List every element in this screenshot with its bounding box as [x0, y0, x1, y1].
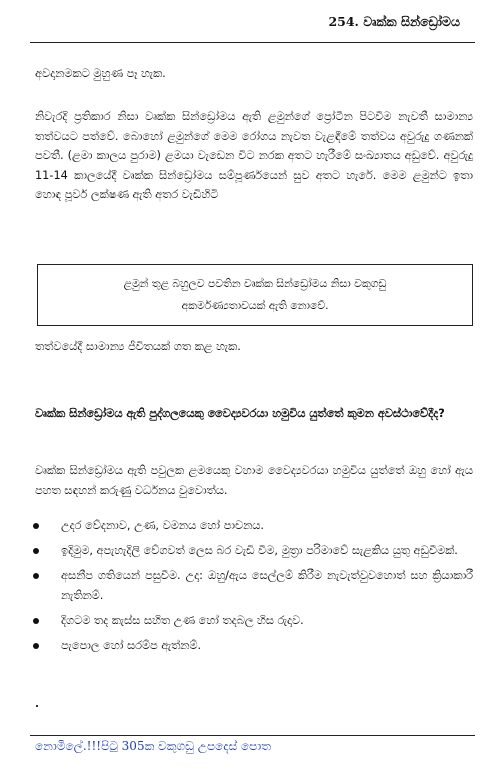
bullet-icon: [33, 523, 39, 529]
bullet-icon: [33, 573, 39, 579]
list-item: පැපොල හෝ සරම්ප ඇත්නම්.: [33, 636, 473, 656]
page-header-title: 254. වෘක්ක සින්ඩ්‍රෝමය: [328, 14, 460, 29]
list-item: අසනීප ගතියෙන් පසුවීම. උදා: ඔහු/ඇය සෙල්ලම් කිරීම නැවැත්වුවහොත් සහ ක්‍රියාකාරී නැතිනම්.: [33, 566, 473, 606]
footer-text: නොමිලේ.!!!පිටු 305ක වකුගඩු උපදෙස් පොත: [35, 739, 272, 753]
callout-box: [37, 264, 473, 326]
paragraph-continuation: අවදානමකට මුහුණ පෑ හැක.: [35, 67, 166, 80]
footer-divider: [30, 735, 475, 736]
paragraph-normal-life: තත්වයේදී සාමාන්‍ය ජීවිතයක් ගත කළ හැක.: [35, 340, 241, 353]
paragraph-when-to-see-doctor: වෘක්ක සින්ඩ්‍රෝමය ඇති පවුලක ළමයෙකු වහාම වෛද්‍යවරයා හමුවිය යුත්තේ ඔහු හෝ ඇය පහත සඳහන් කරුණු වර්ධනය වුවොත්ය.: [35, 464, 473, 497]
symptom-list: [33, 516, 473, 661]
list-item: දිගටම තද කැස්ස සහිත උණ හෝ තදබල හිස රුදාව.: [33, 611, 473, 631]
stray-mark: [36, 705, 38, 707]
list-item: උදර වේදනාව, උණ, වමනය හෝ පාචනය.: [33, 516, 473, 536]
list-item: ඉදිමුම, අපැහැදිලි වේගවත් ලෙස බර වැඩි වීම, මුත්‍රා පරිමාවේ සැළකිය යුතු අඩුවීමක්.: [33, 541, 473, 561]
bullet-icon: [33, 643, 39, 649]
bullet-icon: [33, 548, 39, 554]
bullet-icon: [33, 618, 39, 624]
paragraph-treatment: නිවැරදි ප්‍රතිකාර නිසා වෘක්ක සින්ඩ්‍රෝමය ඇති ළමුන්ගේ ප්‍රෝටීන පිටවීම නැවතී සාමාන්‍ය තත්වයට පත්වේ. බොහෝ ළමුන්ගේ මෙම රෝගය නැවත වැළඳීමේ තත්වය අවුරුදු ගණනක් පවතී. (ළමා කාලය පුරාම) ළමයා වැඩෙන විට නරක අතට හැරීමේ සංඛ්‍යාතය අඩුවේ. අවුරුදු 11-14 කාලයේදී වෘක්ක සින්ඩ්‍රෝමය සම්පූර්ණයෙන් සුව අතට හැරේ. මෙම ළමුන්ට ඉතා හොඳ පූර්ව ලක්ෂණ ඇති අතර වැඩිහිටි: [35, 110, 473, 201]
header-divider: [30, 42, 475, 43]
section-question-heading: වෘක්ක සින්ඩ්‍රෝමය ඇති පුද්ගලයෙකු වෛද්‍යවරයා හමුවිය යුත්තේ කුමන අවස්ථාවේදීද?: [35, 407, 445, 420]
callout-line-1: ළමුන් තුළ බහුලව පවතින වෘක්ක සින්ඩ්‍රෝමය නිසා වකුගඩු: [123, 277, 387, 290]
callout-line-2: අකර්මණ්‍යතාවයක් ඇති නොවේ.: [181, 299, 329, 312]
